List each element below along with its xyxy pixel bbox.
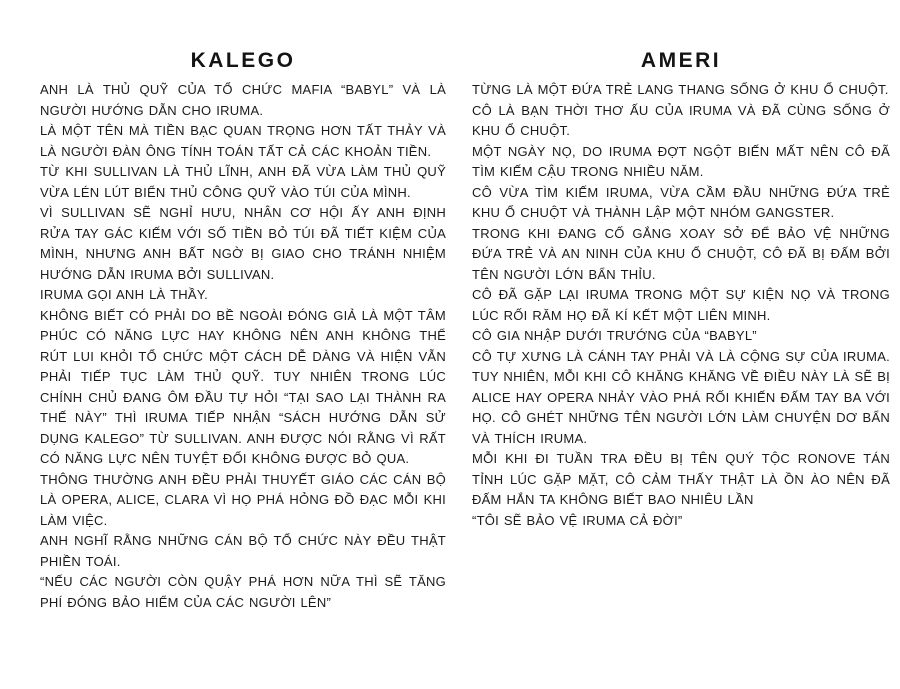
profile-paragraph: THÔNG THƯỜNG ANH ĐỀU PHẢI THUYẾT GIÁO CÁC CÁN BỘ LÀ OPERA, ALICE, CLARA VÌ HỌ PHÁ HỎNG ĐỒ ĐẠC MỖI KHI LÀM VIỆC. bbox=[40, 471, 446, 528]
kalego-title: KALEGO bbox=[190, 49, 296, 72]
kalego-profile-text bbox=[40, 80, 446, 613]
profile-paragraph: CÔ LÀ BẠN THỜI THƠ ẤU CỦA IRUMA VÀ ĐÃ CÙNG SỐNG Ở KHU Ổ CHUỘT. bbox=[472, 102, 890, 138]
ameri-profile-column bbox=[472, 49, 890, 689]
profile-paragraph: MỖI KHI ĐI TUẦN TRA ĐỀU BỊ TÊN QUÝ TỘC RONOVE TÁN TỈNH LÚC GẶP MẶT, CÔ CẢM THẤY THẬT LÀ ỒN ÀO NÊN ĐÃ ĐẤM HẮN TA KHÔNG BIẾT BAO NHIÊU LẦN bbox=[472, 451, 890, 507]
profile-paragraph: “TÔI SẼ BẢO VỆ IRUMA CẢ ĐỜI” bbox=[472, 512, 683, 528]
profile-paragraph: CÔ GIA NHẬP DƯỚI TRƯỚNG CỦA “BABYL” bbox=[472, 328, 757, 343]
profile-paragraph: CÔ ĐÃ GẶP LẠI IRUMA TRONG MỘT SỰ KIỆN NỌ VÀ TRONG LÚC RỐI RĂM HỌ ĐÃ KÍ KẾT MỘT LIÊN MINH. bbox=[472, 287, 890, 323]
profile-paragraph: VÌ SULLIVAN SẼ NGHỈ HƯU, NHÂN CƠ HỘI ẤY ANH ĐỊNH RỬA TAY GÁC KIẾM VỚI SỐ TIỀN BỎ TÚI ĐÃ TIẾT KIỆM CỦA MÌNH, NHƯNG ANH BẤT NGỜ BỊ GIAO CHO TRÁNH NHIỆM HƯỚNG DẪN IRUMA BỞI SULLIVAN. bbox=[40, 205, 446, 282]
profile-paragraph: TRONG KHI ĐANG CỐ GẮNG XOAY SỞ ĐỂ BẢO VỆ NHỮNG ĐỨA TRẺ VÀ AN NINH CỦA KHU Ổ CHUỘT, CÔ ĐÃ BỊ ĐẤM BỞI TÊN NGƯỜI LỚN BẨN THỈU. bbox=[472, 225, 890, 282]
profile-paragraph: “NẾU CÁC NGƯỜI CÒN QUẬY PHÁ HƠN NỮA THÌ SẼ TĂNG PHÍ ĐÓNG BẢO HIỂM CỦA CÁC NGƯỜI LÊN” bbox=[40, 574, 446, 610]
kalego-profile-column bbox=[40, 49, 446, 689]
profile-paragraph: KHÔNG BIẾT CÓ PHẢI DO BỀ NGOÀI ĐÓNG GIẢ LÀ MỘT TÂM PHÚC CÓ NĂNG LỰC HAY KHÔNG NÊN ANH KHÔNG THỂ RÚT LUI KHỎI TỔ CHỨC MỘT CÁCH DỄ DÀNG VÀ HIỆN VẪN PHẢI TIẾP TỤC LÀM THỦ QUỸ. TUY NHIÊN TRONG LÚC CHÍNH CHỦ ĐANG ÔM ĐẦU TỰ HỎI “TẠI SAO LẠI THÀNH RA THẾ NÀY” THÌ IRUMA TIẾP NHẬN “SÁCH HƯỚNG DẪN SỬ DỤNG KALEGO” TỪ SULLIVAN. ANH ĐƯỢC NÓI RẰNG VÌ RẤT CÓ NĂNG LỰC NÊN TUYỆT ĐỐI KHÔNG ĐƯỢC BỎ QUA. bbox=[40, 307, 446, 466]
profile-paragraph: MỘT NGÀY NỌ, DO IRUMA ĐỢT NGỘT BIẾN MẤT NÊN CÔ ĐÃ TÌM KIẾM CẬU TRONG NHIỀU NĂM. bbox=[472, 143, 890, 179]
profile-paragraph: ANH NGHĨ RẰNG NHỮNG CÁN BỘ TỔ CHỨC NÀY ĐỀU THẬT PHIỀN TOÁI. bbox=[40, 533, 446, 569]
profile-paragraph: CÔ TỰ XƯNG LÀ CÁNH TAY PHẢI VÀ LÀ CỘNG SỰ CỦA IRUMA. TUY NHIÊN, MỖI KHI CÔ KHĂNG KHĂNG VỀ ĐIỀU NÀY LÀ SẼ BỊ ALICE HAY OPERA NHẢY VÀO PHÁ RỐI KHIẾN ĐẤM TAY BA VỚI HỌ. CÔ GHÉT NHỮNG TÊN NGƯỜI LỚN LÀM CHUYỆN DƠ BẨN VÀ THÍCH IRUMA. bbox=[472, 348, 890, 446]
profile-paragraph: IRUMA GỌI ANH LÀ THẦY. bbox=[40, 287, 208, 302]
profile-paragraph: TỪ KHI SULLIVAN LÀ THỦ LĨNH, ANH ĐÃ VỪA LÀM THỦ QUỸ VỪA LÉN LÚT BIỂN THỦ CÔNG QUỸ VÀO TÚI CỦA MÌNH. bbox=[40, 164, 446, 200]
ameri-title: AMERI bbox=[640, 49, 722, 72]
profile-paragraph: LÀ MỘT TÊN MÀ TIỀN BẠC QUAN TRỌNG HƠN TẤT THẢY VÀ LÀ NGƯỜI ĐÀN ÔNG TÍNH TOÁN TẤT CẢ CÁC KHOẢN TIỀN. bbox=[40, 123, 446, 159]
ameri-profile-text bbox=[472, 80, 890, 531]
profile-paragraph: TỪNG LÀ MỘT ĐỨA TRẺ LANG THANG SỐNG Ở KHU Ổ CHUỘT. bbox=[472, 82, 889, 97]
profile-paragraph: CÔ VỪA TÌM KIẾM IRUMA, VỪA CẦM ĐẦU NHỮNG ĐỨA TRẺ KHU Ổ CHUỘT VÀ THÀNH LẬP MỘT NHÓM GANGSTER. bbox=[472, 184, 890, 220]
profile-paragraph: ANH LÀ THỦ QUỸ CỦA TỔ CHỨC MAFIA “BABYL” VÀ LÀ NGƯỜI HƯỚNG DẪN CHO IRUMA. bbox=[40, 82, 446, 118]
